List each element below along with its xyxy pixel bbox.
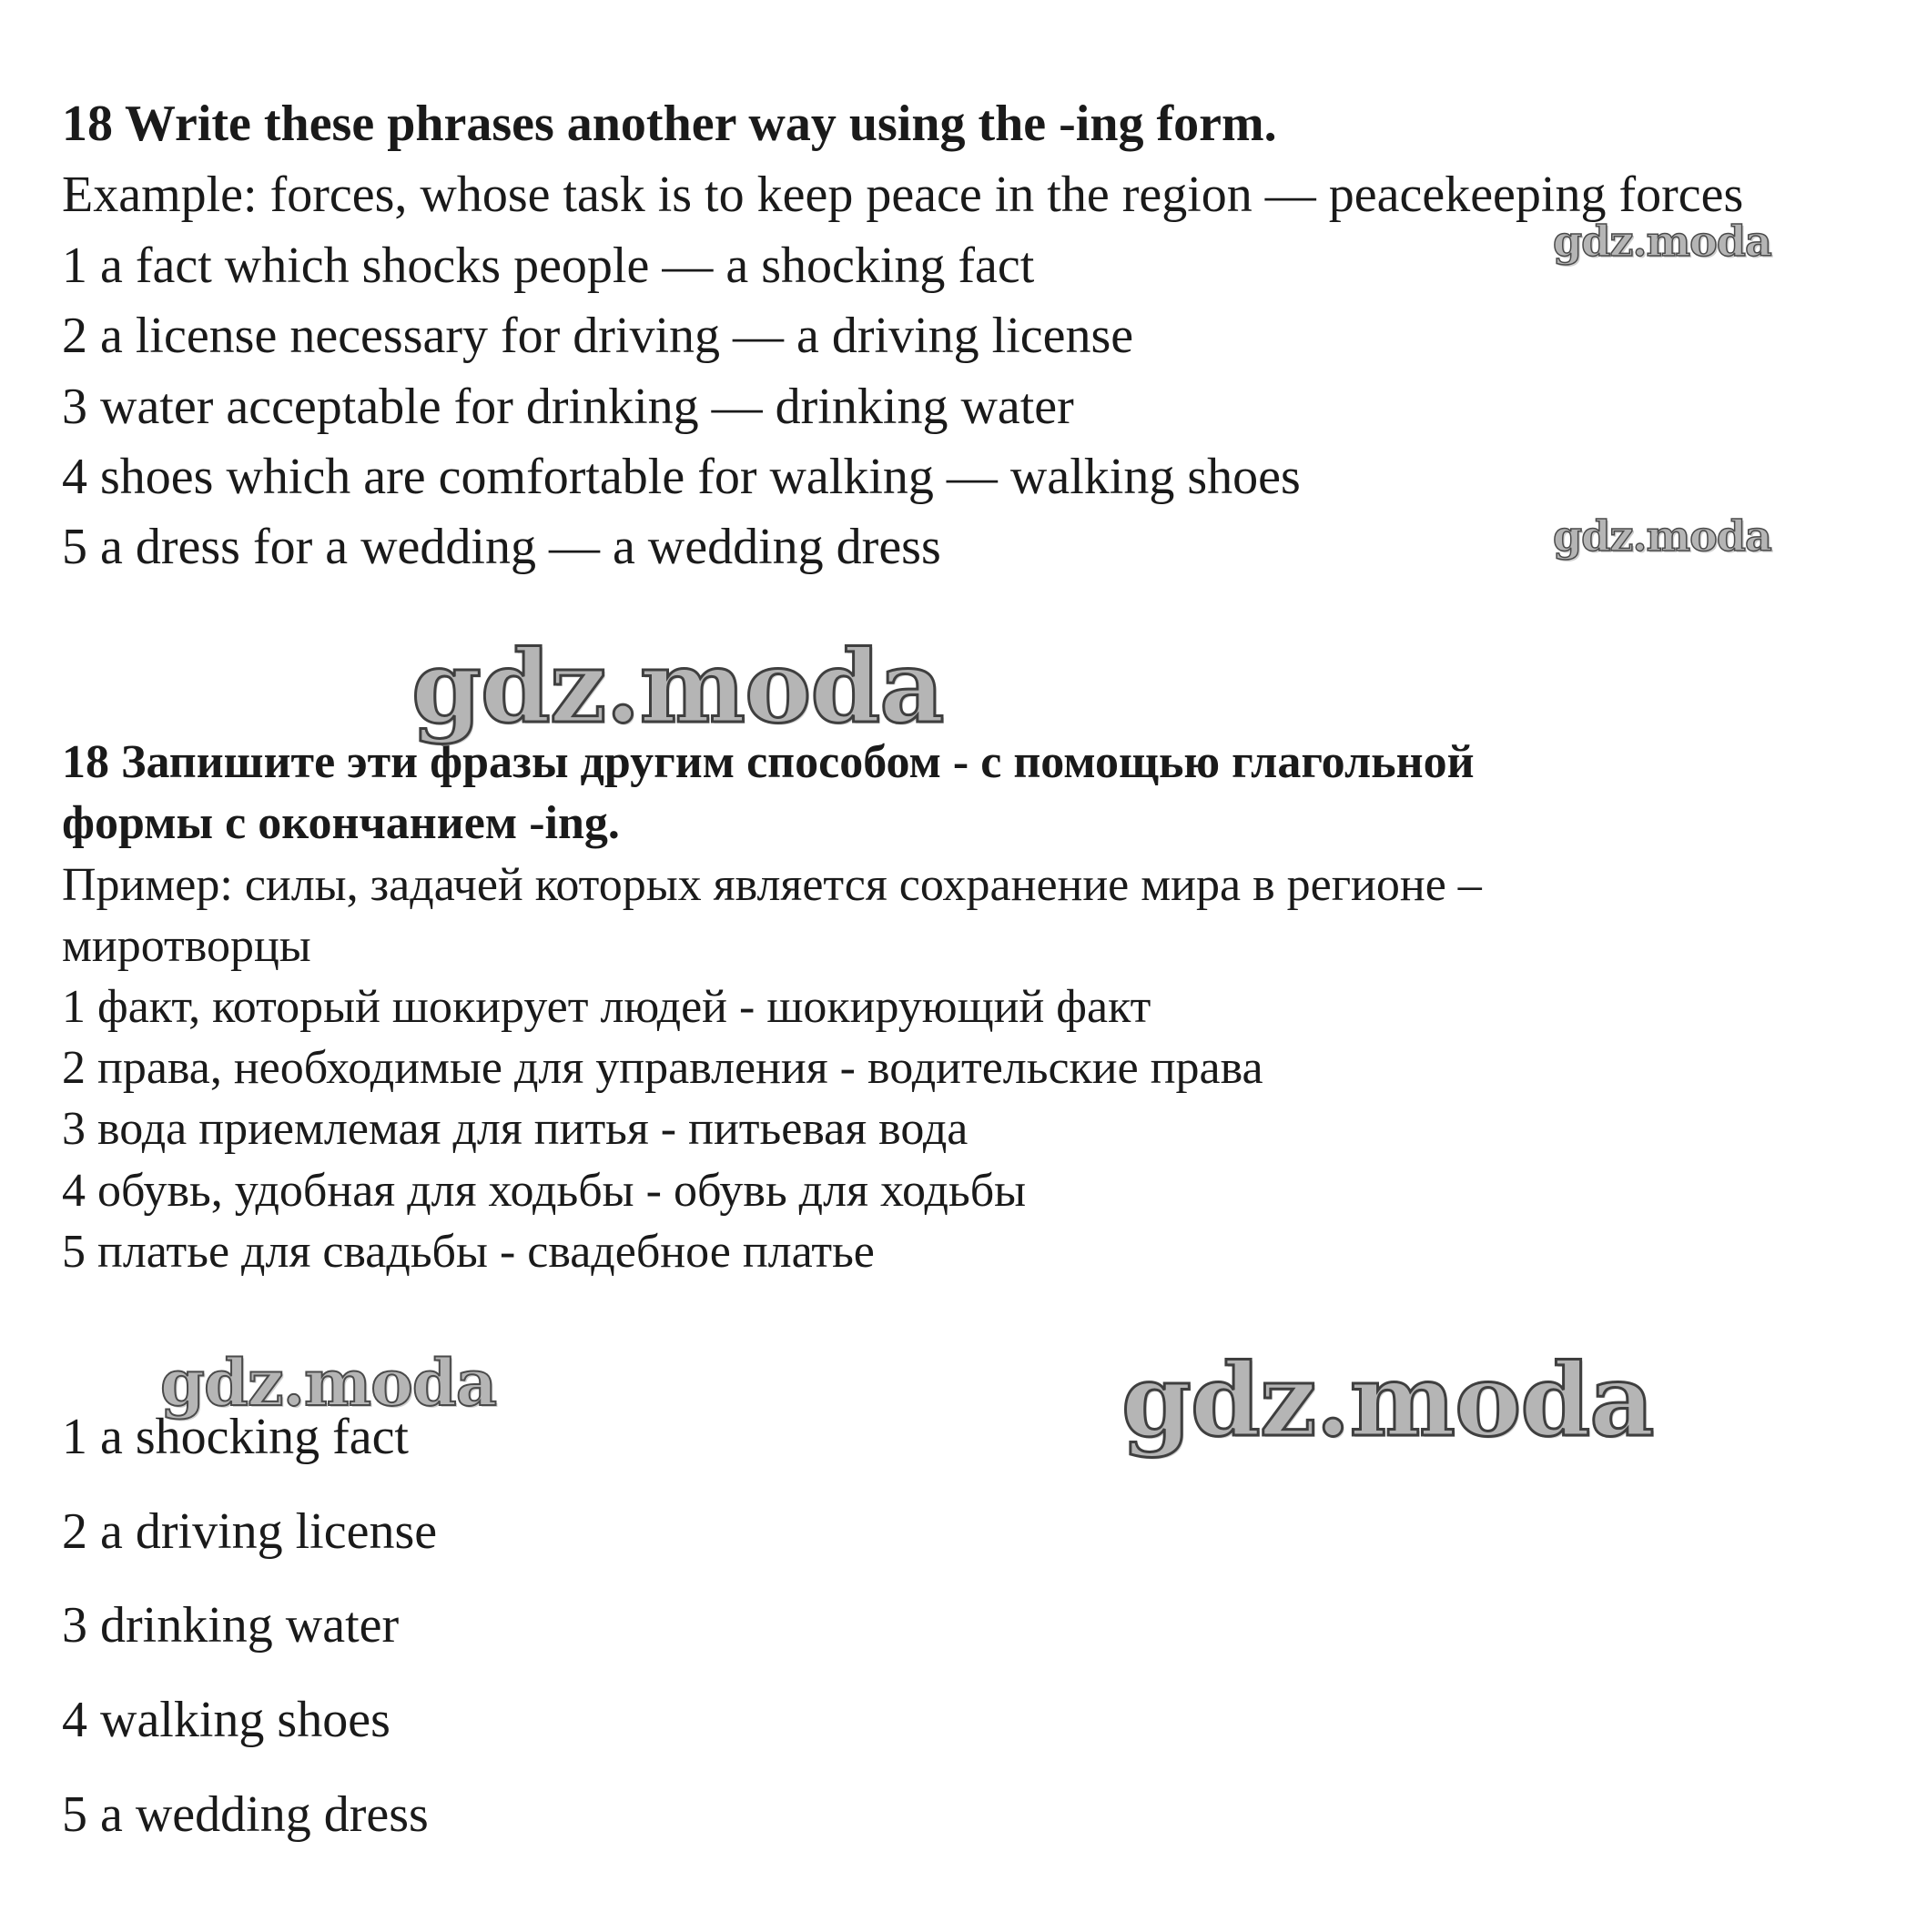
list-item: 3 вода приемлемая для питья - питьевая вода xyxy=(62,1103,969,1155)
example-en: Example: forces, whose task is to keep peace in the region — peacekeeping forces xyxy=(62,167,1744,223)
list-item: 5 a dress for a wedding — a wedding dress xyxy=(62,519,941,575)
list-item: 2 права, необходимые для управления - водительские права xyxy=(62,1042,1263,1094)
answer-item: 4 walking shoes xyxy=(62,1692,390,1748)
example-ru-line1: Пример: силы, задачей которых является сохранение мира в регионе – xyxy=(62,859,1482,911)
answer-item: 3 drinking water xyxy=(62,1597,400,1654)
list-item: 2 a license necessary for driving — a driving license xyxy=(62,308,1134,364)
watermark: gdz.moda xyxy=(1553,217,1771,266)
answer-item: 5 a wedding dress xyxy=(62,1786,429,1843)
task-title-en: 18 Write these phrases another way using the -ing form. xyxy=(62,96,1277,152)
task-title-ru-line1: 18 Запишите эти фразы другим способом - с помощью глагольной xyxy=(62,736,1475,788)
watermark: gdz.moda xyxy=(411,628,944,745)
list-item: 3 water acceptable for drinking — drinking water xyxy=(62,379,1074,435)
answer-item: 1 a shocking fact xyxy=(62,1409,409,1465)
list-item: 1 факт, который шокирует людей - шокирующий факт xyxy=(62,981,1151,1033)
watermark: gdz.moda xyxy=(1121,1341,1654,1459)
watermark: gdz.moda xyxy=(1553,511,1771,561)
example-ru-line2: миротворцы xyxy=(62,920,311,972)
list-item: 4 обувь, удобная для ходьбы - обувь для ходьбы xyxy=(62,1165,1027,1217)
list-item: 5 платье для свадьбы - свадебное платье xyxy=(62,1226,875,1278)
list-item: 4 shoes which are comfortable for walking — walking shoes xyxy=(62,449,1301,505)
task-title-ru-line2: формы с окончанием -ing. xyxy=(62,797,620,849)
answer-item: 2 a driving license xyxy=(62,1503,438,1560)
watermark: gdz.moda xyxy=(160,1345,497,1421)
list-item: 1 a fact which shocks people — a shocking fact xyxy=(62,238,1035,294)
